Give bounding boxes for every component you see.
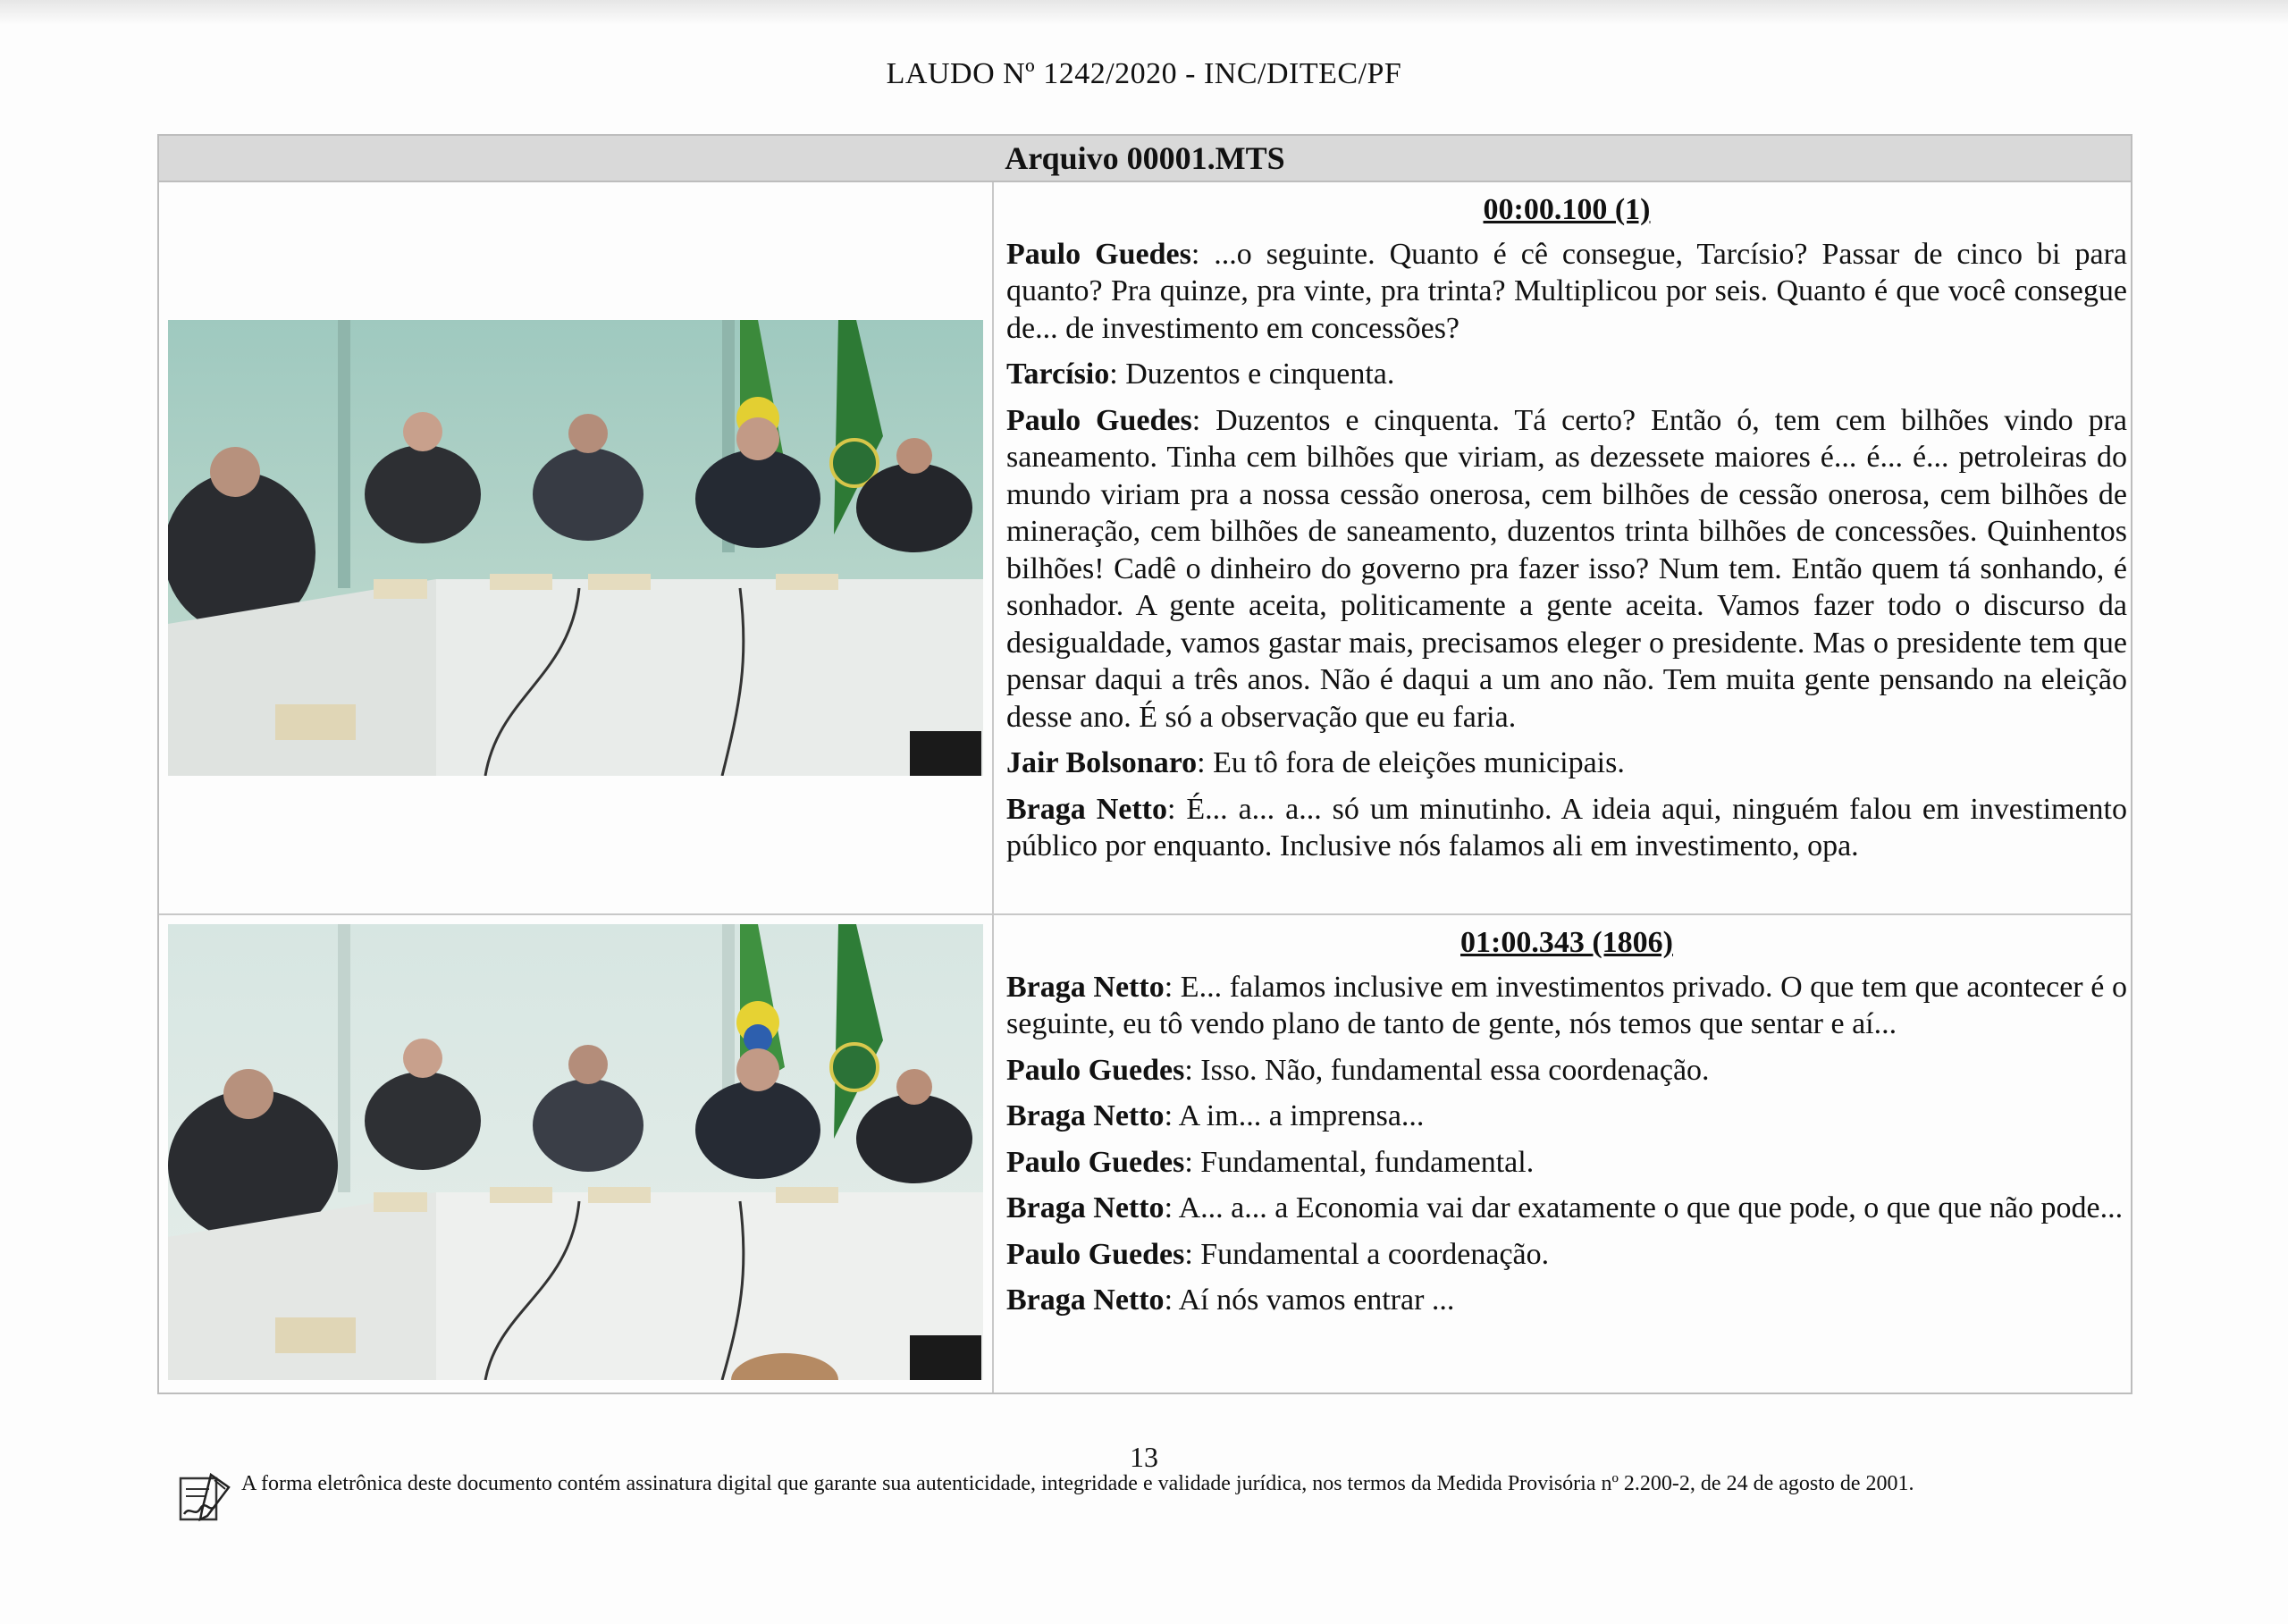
video-frame-image <box>168 320 983 776</box>
dialogue-line <box>1006 1282 2127 1319</box>
speech-text: : Fundamental, fundamental. <box>1184 1145 1535 1179</box>
footer-notice <box>175 1471 2097 1527</box>
speech-text: : Eu tô fora de eleições municipais. <box>1197 746 1625 779</box>
dialogue-line <box>1006 791 2127 865</box>
speech-text: : A im... a imprensa... <box>1164 1099 1425 1132</box>
dialogue-line <box>1006 1144 2127 1182</box>
timestamp: 01:00.343 (1806) <box>1460 926 1673 959</box>
speech-text: : Fundamental a coordenação. <box>1184 1237 1550 1271</box>
speech-text: : A... a... a Economia vai dar exatamente o que que pode, o que que não pode... <box>1164 1191 2124 1224</box>
page-number: 13 <box>1130 1441 1158 1473</box>
timestamp: 00:00.100 (1) <box>1483 193 1651 226</box>
dialogue-line <box>1006 745 2127 782</box>
electronic-signature-text: A forma eletrônica deste documento contém assinatura digital que garante sua autenticidade, integridade e validade jurídica, nos termos da Medida Provisória nº 2.200-2, de 24 de agosto de 2001. <box>241 1472 1914 1495</box>
speaker-name: Tarcísio <box>1006 358 1110 391</box>
video-frame-cell <box>159 182 994 913</box>
speaker-name: Paulo Guedes <box>1006 1145 1185 1179</box>
digital-signature-icon <box>175 1471 232 1527</box>
dialogue-line <box>1006 1236 2127 1274</box>
speech-text: : Duzentos e cinquenta. Tá certo? Então ó, tem cem bilhões vindo pra saneamento. Tinha cem bilhões que viriam, as dezessete maiores é... é... é... petroleiras do mundo viriam pra a nossa cessão onerosa, cem bilhões de cessão onerosa, cem bilhões de mineração, cem bilhões de saneamento, duzentos trinta bilhões de concessões. Quinhentos bilhões! Cadê o dinheiro do governo pra fazer isso? Num tem. Então quem tá sonhando, é sonhador. A gente aceita, politicamente a gente aceita. Vamos fazer todo o discurso da desigualdade, vamos gastar mais, precisamos eleger o presidente. Mas o presidente tem que pensar daqui a três anos. Não é daqui a um ano não. Tem muita gente pensando na eleição desse ano. É só a observação que eu faria. <box>1006 403 2127 734</box>
dialogue-line <box>1006 1190 2127 1227</box>
dialogue-line <box>1006 969 2127 1043</box>
speaker-name: Braga Netto <box>1006 1099 1165 1132</box>
speaker-name: Jair Bolsonaro <box>1006 746 1198 779</box>
dialogue-line <box>1006 402 2127 736</box>
speaker-name: Paulo Guedes <box>1006 1237 1185 1271</box>
dialogue-line <box>1006 1098 2127 1135</box>
video-frame-image <box>168 924 983 1380</box>
speech-text: : Isso. Não, fundamental essa coordenação. <box>1184 1053 1710 1087</box>
speech-text: : E... falamos inclusive em investimentos privado. O que tem que acontecer é o seguinte, eu tô vendo plano de tanto de gente, nós temos que sentar e aí... <box>1006 970 2127 1040</box>
table-row <box>159 915 2131 1393</box>
table-row <box>159 182 2131 915</box>
speaker-name: Paulo Guedes <box>1006 237 1191 271</box>
speaker-name: Paulo Guedes <box>1006 1053 1185 1087</box>
dialogue-line <box>1006 236 2127 348</box>
video-frame-cell <box>159 915 994 1393</box>
speech-text: : ...o seguinte. Quanto é cê consegue, Tarcísio? Passar de cinco bi para quanto? Pra quinze, pra vinte, pra trinta? Multiplicou por seis. Quanto é que você consegue de... de investimento em concessões? <box>1006 237 2127 345</box>
speech-text: : Aí nós vamos entrar ... <box>1164 1283 1455 1317</box>
table-title: Arquivo 00001.MTS <box>159 136 2131 182</box>
speech-text: : Duzentos e cinquenta. <box>1109 358 1395 391</box>
document-header: LAUDO Nº 1242/2020 - INC/DITEC/PF <box>886 57 1402 90</box>
dialogue-line <box>1006 356 2127 393</box>
speaker-name: Braga Netto <box>1006 1283 1165 1317</box>
transcript-table <box>157 134 2132 1394</box>
dialogue-line <box>1006 1052 2127 1090</box>
transcript-cell <box>994 915 2131 1393</box>
speaker-name: Paulo Guedes <box>1006 403 1192 437</box>
speaker-name: Braga Netto <box>1006 1191 1165 1224</box>
speech-text: : É... a... a... só um minutinho. A ideia aqui, ninguém falou em investimento público por enquanto. Inclusive nós falamos ali em investimento, opa. <box>1006 792 2127 862</box>
speaker-name: Braga Netto <box>1006 792 1167 826</box>
speaker-name: Braga Netto <box>1006 970 1165 1004</box>
transcript-cell <box>994 182 2131 913</box>
scan-edge-shadow <box>0 0 2288 25</box>
